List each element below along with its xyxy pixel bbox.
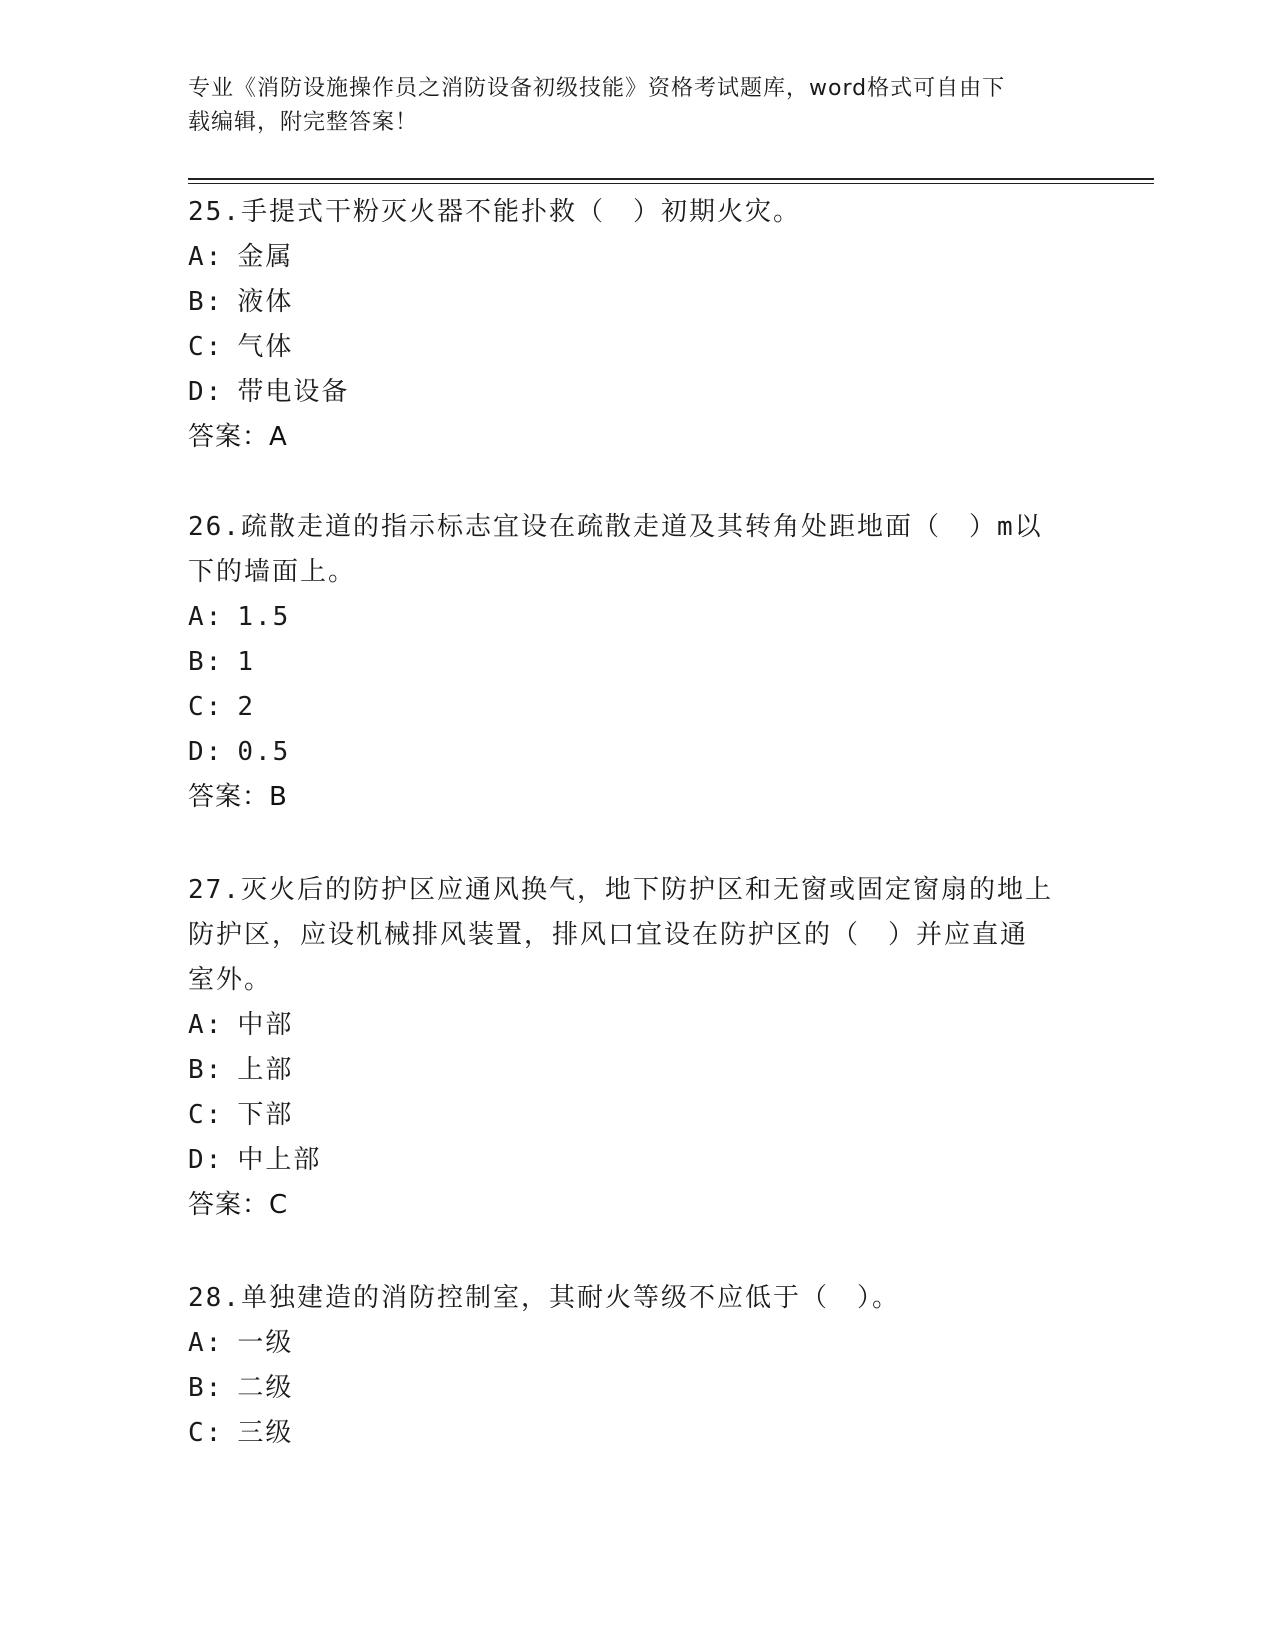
option-text: 气体 <box>237 332 294 362</box>
option-d <box>188 370 1088 415</box>
question-27 <box>188 868 1088 1228</box>
option-letter: D: <box>188 1145 224 1175</box>
question-stem: 26.疏散走道的指示标志宜设在疏散走道及其转角处距地面（ ）m以 下的墙面上。 <box>188 512 1043 587</box>
option-c <box>188 325 1088 370</box>
option-text: 下部 <box>237 1100 294 1130</box>
option-text: 金属 <box>237 242 294 272</box>
question-26 <box>188 505 1088 820</box>
option-letter: B: <box>188 287 224 317</box>
option-b <box>188 640 1088 685</box>
option-letter: B: <box>188 647 224 677</box>
option-text: 0.5 <box>237 737 291 767</box>
option-letter: C: <box>188 332 224 362</box>
option-text: 1.5 <box>237 602 291 632</box>
option-a <box>188 1003 1088 1048</box>
intro-line-2: 载编辑，附完整答案！ <box>188 110 419 135</box>
option-letter: C: <box>188 692 224 722</box>
option-text: 带电设备 <box>237 377 350 407</box>
intro-line-1: 专业《消防设施操作员之消防设备初级技能》资格考试题库，word格式可自由下 <box>188 76 1006 101</box>
option-b <box>188 1366 1088 1411</box>
option-c <box>188 685 1088 730</box>
option-text: 中部 <box>237 1010 294 1040</box>
option-letter: B: <box>188 1373 224 1403</box>
answer-line: 答案：B <box>188 782 288 812</box>
option-letter: A: <box>188 602 224 632</box>
document-intro <box>188 72 1068 140</box>
header-divider-thick <box>188 178 1154 180</box>
question-stem: 27.灭火后的防护区应通风换气，地下防护区和无窗或固定窗扇的地上 防护区，应设机械排风装置，排风口宜设在防护区的（ ）并应直通 室外。 <box>188 875 1053 995</box>
option-letter: C: <box>188 1100 224 1130</box>
question-28 <box>188 1276 1088 1456</box>
option-text: 三级 <box>237 1418 294 1448</box>
option-text: 上部 <box>237 1055 294 1085</box>
option-letter: D: <box>188 737 224 767</box>
option-text: 2 <box>237 692 255 722</box>
option-c <box>188 1411 1088 1456</box>
option-c <box>188 1093 1088 1138</box>
option-b <box>188 280 1088 325</box>
option-letter: A: <box>188 1010 224 1040</box>
option-a <box>188 595 1088 640</box>
question-25 <box>188 190 1088 460</box>
option-text: 一级 <box>237 1328 294 1358</box>
question-stem: 25.手提式干粉灭火器不能扑救（ ）初期火灾。 <box>188 197 801 227</box>
option-letter: D: <box>188 377 224 407</box>
option-a <box>188 235 1088 280</box>
option-b <box>188 1048 1088 1093</box>
option-text: 二级 <box>237 1373 294 1403</box>
header-divider-thin <box>188 183 1154 184</box>
option-letter: B: <box>188 1055 224 1085</box>
option-a <box>188 1321 1088 1366</box>
answer-line: 答案：A <box>188 422 288 452</box>
option-text: 液体 <box>237 287 294 317</box>
option-letter: A: <box>188 1328 224 1358</box>
option-text: 1 <box>237 647 255 677</box>
option-d <box>188 1138 1088 1183</box>
option-text: 中上部 <box>237 1145 322 1175</box>
question-stem: 28.单独建造的消防控制室，其耐火等级不应低于（ ）。 <box>188 1283 900 1313</box>
option-letter: C: <box>188 1418 224 1448</box>
option-letter: A: <box>188 242 224 272</box>
answer-line: 答案：C <box>188 1190 289 1220</box>
option-d <box>188 730 1088 775</box>
